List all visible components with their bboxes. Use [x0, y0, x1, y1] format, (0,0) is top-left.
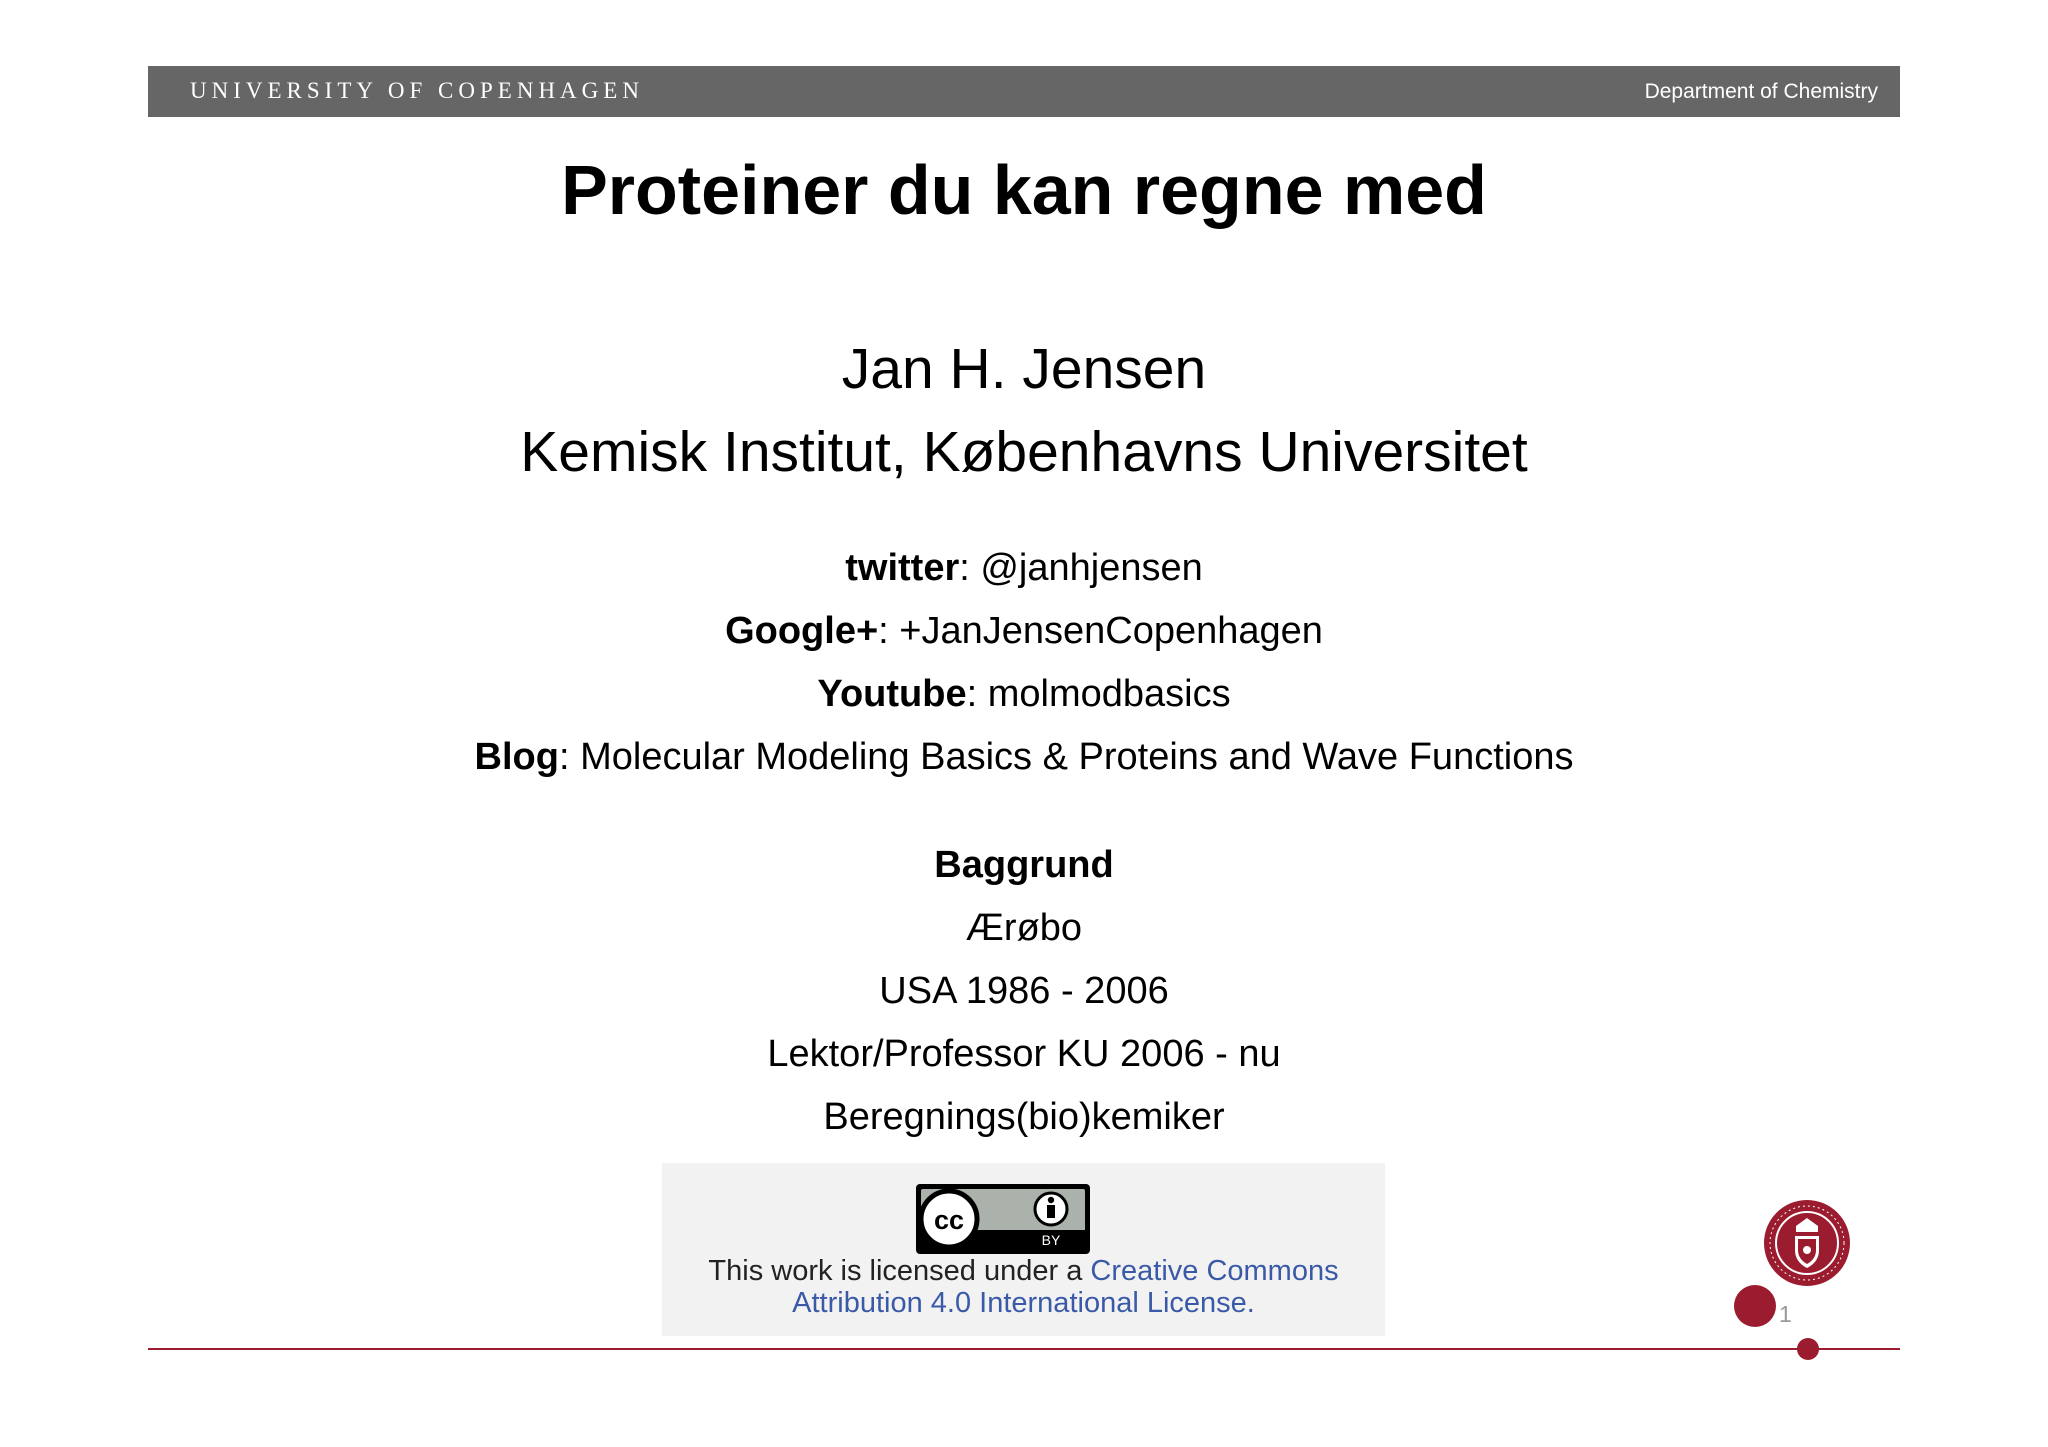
- header-bar: [148, 66, 1900, 117]
- license-box: [662, 1163, 1385, 1336]
- author-name: Jan H. Jensen: [841, 337, 1207, 401]
- contact-twitter: [0, 537, 2048, 600]
- background-item: Ærøbo: [965, 907, 1083, 949]
- contact-label: Blog: [474, 736, 559, 778]
- background-item: Lektor/Professor KU 2006 - nu: [767, 1033, 1281, 1075]
- slide-title: Proteiner du kan regne med: [561, 151, 1487, 229]
- contact-blog: [0, 726, 2048, 789]
- contact-label: Youtube: [817, 673, 967, 715]
- author-block: [0, 328, 2048, 494]
- university-name: UNIVERSITY OF COPENHAGEN: [190, 78, 644, 103]
- decorative-dot: [1734, 1285, 1776, 1327]
- license-text: [662, 1255, 1385, 1288]
- page-number: 1: [1779, 1301, 1792, 1327]
- contact-value: : Molecular Modeling Basics & Proteins and Wave Functions: [558, 736, 1574, 778]
- background-item: USA 1986 - 2006: [879, 970, 1169, 1012]
- author-affiliation: Kemisk Institut, Københavns Universitet: [520, 420, 1528, 484]
- contact-google-plus: [0, 600, 2048, 663]
- license-prefix: This work is licensed under a: [708, 1255, 1091, 1287]
- svg-text:cc: cc: [933, 1205, 965, 1235]
- svg-text:BY: BY: [1041, 1232, 1061, 1248]
- background-item: Beregnings(bio)kemiker: [823, 1096, 1225, 1138]
- footer-rule: [148, 1348, 1900, 1350]
- contact-value: : @janhjensen: [959, 547, 1203, 589]
- contact-list: [0, 537, 2048, 789]
- contact-value: : molmodbasics: [966, 673, 1231, 715]
- contact-youtube: [0, 663, 2048, 726]
- background-section: [0, 834, 2048, 1149]
- background-heading: Baggrund: [934, 844, 1114, 886]
- contact-value: : +JanJensenCopenhagen: [878, 610, 1323, 652]
- cc-by-license-icon[interactable]: [915, 1183, 1091, 1255]
- decorative-dot: [1797, 1338, 1819, 1360]
- contact-label: twitter: [845, 547, 960, 589]
- license-link-part2[interactable]: Attribution 4.0 International License.: [792, 1287, 1255, 1319]
- department-name: Department of Chemistry: [1644, 80, 1878, 103]
- university-seal-icon: [1762, 1198, 1852, 1288]
- contact-label: Google+: [725, 610, 879, 652]
- license-link-part1[interactable]: Creative Commons: [1090, 1255, 1339, 1287]
